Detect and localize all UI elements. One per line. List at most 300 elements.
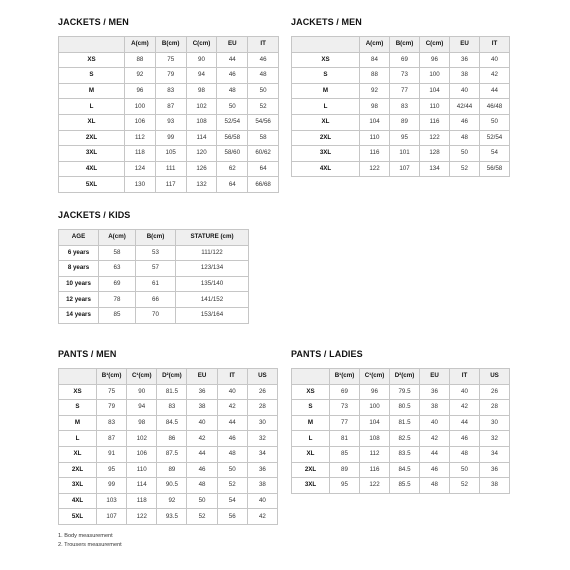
row-label: S	[292, 68, 360, 84]
table-row	[59, 161, 279, 177]
table-cell: 99	[155, 130, 186, 146]
row-label: L	[292, 431, 330, 447]
table-cell: 114	[186, 130, 217, 146]
table-cell: 103	[97, 493, 127, 509]
table-row	[292, 83, 510, 99]
table-cell: 90.5	[157, 478, 187, 494]
table-cell: 52/54	[217, 114, 248, 130]
table-cell: 58	[99, 245, 136, 261]
table-cell: 116	[360, 146, 390, 162]
table-row	[292, 431, 510, 447]
table-cell: 135/140	[176, 276, 249, 292]
table-cell: 46	[187, 462, 217, 478]
size-table	[58, 36, 279, 193]
table-cell: 89	[390, 114, 420, 130]
table-cell: 83	[390, 99, 420, 115]
header-row	[292, 37, 510, 53]
column-header: IT	[480, 37, 510, 53]
table-cell: 83	[155, 83, 186, 99]
table-row	[292, 161, 510, 177]
row-label: M	[59, 415, 97, 431]
table-cell: 36	[450, 52, 480, 68]
table-row	[292, 114, 510, 130]
table-cell: 89	[157, 462, 187, 478]
table-row	[59, 384, 278, 400]
row-label: L	[292, 99, 360, 115]
table-cell: 122	[420, 130, 450, 146]
header-row	[59, 369, 278, 385]
section-jackets-men-right	[291, 17, 510, 177]
table-cell: 96	[125, 83, 156, 99]
table-cell: 82.5	[390, 431, 420, 447]
table-cell: 128	[420, 146, 450, 162]
column-header: EU	[217, 37, 248, 53]
column-header: AGE	[59, 230, 99, 246]
table-cell: 107	[97, 509, 127, 525]
table-cell: 96	[360, 384, 390, 400]
column-header	[292, 369, 330, 385]
row-label: 12 years	[59, 292, 99, 308]
table-cell: 48	[450, 130, 480, 146]
table-row	[59, 415, 278, 431]
table-cell: 38	[480, 478, 510, 494]
table-cell: 81.5	[157, 384, 187, 400]
table-cell: 80.5	[390, 400, 420, 416]
table-cell: 108	[186, 114, 217, 130]
table-cell: 48	[187, 478, 217, 494]
column-header: A(cm)	[99, 230, 136, 246]
section-title: PANTS / LADIES	[291, 349, 363, 359]
table-cell: 26	[480, 384, 510, 400]
column-header: B(cm)	[155, 37, 186, 53]
table-cell: 66	[136, 292, 176, 308]
table-cell: 87.5	[157, 446, 187, 462]
table-cell: 56/58	[480, 161, 510, 177]
table-cell: 93.5	[157, 509, 187, 525]
table-row	[59, 431, 278, 447]
table-cell: 83.5	[390, 446, 420, 462]
table-cell: 70	[136, 307, 176, 323]
table-cell: 101	[390, 146, 420, 162]
section-pants-men	[58, 349, 278, 525]
table-cell: 77	[330, 415, 360, 431]
table-cell: 98	[186, 83, 217, 99]
column-header: D²(cm)	[390, 369, 420, 385]
column-header: IT	[217, 369, 247, 385]
table-cell: 126	[186, 161, 217, 177]
row-label: XS	[292, 384, 330, 400]
table-cell: 73	[390, 68, 420, 84]
table-cell: 52/54	[480, 130, 510, 146]
table-cell: 46	[217, 431, 247, 447]
table-cell: 79	[97, 400, 127, 416]
table-cell: 46	[420, 462, 450, 478]
section-title: PANTS / MEN	[58, 349, 117, 359]
table-cell: 48	[217, 83, 248, 99]
table-cell: 54	[217, 493, 247, 509]
table-cell: 112	[125, 130, 156, 146]
table-cell: 87	[155, 99, 186, 115]
table-cell: 90	[127, 384, 157, 400]
table-row	[292, 52, 510, 68]
column-header: EU	[450, 37, 480, 53]
section-pants-ladies	[291, 349, 510, 494]
table-cell: 58/60	[217, 146, 248, 162]
table-cell: 44	[450, 415, 480, 431]
row-label: L	[59, 99, 125, 115]
table-row	[292, 446, 510, 462]
column-header: A(cm)	[125, 37, 156, 53]
table-cell: 34	[247, 446, 277, 462]
table-cell: 44	[217, 415, 247, 431]
row-label: 8 years	[59, 261, 99, 277]
row-label: S	[59, 68, 125, 84]
table-cell: 46	[248, 52, 279, 68]
table-cell: 40	[480, 52, 510, 68]
table-cell: 116	[360, 462, 390, 478]
column-header: D²(cm)	[157, 369, 187, 385]
table-cell: 40	[247, 493, 277, 509]
table-row	[292, 415, 510, 431]
size-table	[58, 368, 278, 525]
table-cell: 84	[360, 52, 390, 68]
table-cell: 69	[99, 276, 136, 292]
table-cell: 46	[450, 114, 480, 130]
table-cell: 57	[136, 261, 176, 277]
row-label: S	[59, 400, 97, 416]
column-header: EU	[187, 369, 217, 385]
table-cell: 42	[247, 509, 277, 525]
column-header: B(cm)	[390, 37, 420, 53]
table-cell: 84.5	[157, 415, 187, 431]
table-cell: 36	[247, 462, 277, 478]
table-cell: 83	[97, 415, 127, 431]
table-cell: 110	[360, 130, 390, 146]
footnote-trousers-measurement: 2. Trousers measurement	[58, 541, 122, 548]
row-label: 5XL	[59, 177, 125, 193]
table-cell: 64	[248, 161, 279, 177]
table-cell: 92	[360, 83, 390, 99]
column-header	[59, 37, 125, 53]
table-cell: 100	[420, 68, 450, 84]
table-cell: 114	[127, 478, 157, 494]
table-cell: 89	[330, 462, 360, 478]
table-cell: 106	[127, 446, 157, 462]
table-row	[59, 99, 279, 115]
table-cell: 36	[420, 384, 450, 400]
table-cell: 63	[99, 261, 136, 277]
table-row	[59, 462, 278, 478]
table-cell: 100	[360, 400, 390, 416]
table-cell: 102	[186, 99, 217, 115]
table-cell: 85.5	[390, 478, 420, 494]
table-cell: 95	[97, 462, 127, 478]
table-row	[59, 493, 278, 509]
table-cell: 53	[136, 245, 176, 261]
header-row	[59, 37, 279, 53]
section-title: JACKETS / KIDS	[58, 210, 131, 220]
column-header: US	[247, 369, 277, 385]
table-cell: 85	[99, 307, 136, 323]
table-cell: 118	[125, 146, 156, 162]
table-cell: 34	[480, 446, 510, 462]
table-cell: 48	[420, 478, 450, 494]
column-header: US	[480, 369, 510, 385]
table-row	[59, 83, 279, 99]
table-cell: 40	[187, 415, 217, 431]
table-row	[59, 276, 249, 292]
table-cell: 50	[480, 114, 510, 130]
row-label: 5XL	[59, 509, 97, 525]
row-label: 2XL	[59, 462, 97, 478]
table-cell: 134	[420, 161, 450, 177]
column-header: B¹(cm)	[330, 369, 360, 385]
table-cell: 50	[187, 493, 217, 509]
row-label: S	[292, 400, 330, 416]
row-label: XL	[59, 446, 97, 462]
table-cell: 105	[155, 146, 186, 162]
section-title: JACKETS / MEN	[58, 17, 129, 27]
table-cell: 104	[420, 83, 450, 99]
table-cell: 96	[420, 52, 450, 68]
table-cell: 56	[217, 509, 247, 525]
size-table	[291, 368, 510, 494]
table-cell: 36	[187, 384, 217, 400]
table-cell: 122	[127, 509, 157, 525]
table-cell: 107	[390, 161, 420, 177]
table-cell: 40	[217, 384, 247, 400]
table-row	[59, 245, 249, 261]
row-label: M	[292, 415, 330, 431]
table-row	[59, 509, 278, 525]
table-row	[59, 114, 279, 130]
table-cell: 56/58	[217, 130, 248, 146]
column-header: B¹(cm)	[97, 369, 127, 385]
table-row	[292, 68, 510, 84]
table-cell: 100	[125, 99, 156, 115]
table-cell: 122	[360, 478, 390, 494]
row-label: 4XL	[59, 161, 125, 177]
table-cell: 50	[450, 462, 480, 478]
table-cell: 111/122	[176, 245, 249, 261]
row-label: 14 years	[59, 307, 99, 323]
table-cell: 26	[247, 384, 277, 400]
table-cell: 38	[247, 478, 277, 494]
row-label: XL	[292, 446, 330, 462]
row-label: 3XL	[292, 478, 330, 494]
table-cell: 116	[420, 114, 450, 130]
column-header: IT	[450, 369, 480, 385]
table-cell: 132	[186, 177, 217, 193]
column-header: A(cm)	[360, 37, 390, 53]
table-cell: 40	[420, 415, 450, 431]
table-cell: 64	[217, 177, 248, 193]
table-row	[59, 261, 249, 277]
table-cell: 44	[187, 446, 217, 462]
table-cell: 52	[450, 161, 480, 177]
row-label: XL	[59, 114, 125, 130]
table-cell: 50	[217, 99, 248, 115]
table-cell: 46	[450, 431, 480, 447]
section-title: JACKETS / MEN	[291, 17, 362, 27]
table-cell: 30	[247, 415, 277, 431]
table-cell: 102	[127, 431, 157, 447]
footnote-body-measurement: 1. Body measurement	[58, 533, 113, 539]
table-cell: 90	[186, 52, 217, 68]
table-cell: 93	[155, 114, 186, 130]
row-label: 2XL	[292, 130, 360, 146]
table-cell: 123/134	[176, 261, 249, 277]
table-cell: 48	[217, 446, 247, 462]
table-cell: 38	[450, 68, 480, 84]
table-cell: 28	[480, 400, 510, 416]
size-table	[291, 36, 510, 177]
table-cell: 58	[248, 130, 279, 146]
table-cell: 44	[480, 83, 510, 99]
table-cell: 52	[217, 478, 247, 494]
table-cell: 42	[420, 431, 450, 447]
table-cell: 112	[360, 446, 390, 462]
table-cell: 50	[217, 462, 247, 478]
table-cell: 69	[390, 52, 420, 68]
table-cell: 32	[247, 431, 277, 447]
table-cell: 42	[187, 431, 217, 447]
table-cell: 108	[360, 431, 390, 447]
table-cell: 92	[157, 493, 187, 509]
column-header: EU	[420, 369, 450, 385]
table-cell: 50	[450, 146, 480, 162]
table-cell: 46	[217, 68, 248, 84]
table-cell: 48	[450, 446, 480, 462]
table-cell: 110	[127, 462, 157, 478]
table-cell: 124	[125, 161, 156, 177]
table-row	[59, 292, 249, 308]
table-cell: 104	[360, 114, 390, 130]
table-cell: 77	[390, 83, 420, 99]
row-label: 2XL	[292, 462, 330, 478]
column-header: B(cm)	[136, 230, 176, 246]
table-cell: 36	[480, 462, 510, 478]
table-cell: 83	[157, 400, 187, 416]
table-cell: 46/48	[480, 99, 510, 115]
column-header: STATURE (cm)	[176, 230, 249, 246]
section-jackets-men-left	[58, 17, 279, 193]
table-row	[59, 177, 279, 193]
table-cell: 92	[125, 68, 156, 84]
row-label: 4XL	[59, 493, 97, 509]
table-cell: 42	[217, 400, 247, 416]
table-cell: 38	[420, 400, 450, 416]
table-row	[59, 52, 279, 68]
table-cell: 28	[247, 400, 277, 416]
table-cell: 118	[127, 493, 157, 509]
header-row	[59, 230, 249, 246]
footnotes	[58, 532, 122, 549]
row-label: 3XL	[59, 478, 97, 494]
column-header: C(cm)	[186, 37, 217, 53]
table-row	[292, 400, 510, 416]
table-row	[292, 384, 510, 400]
table-cell: 52	[187, 509, 217, 525]
table-cell: 88	[360, 68, 390, 84]
table-cell: 141/152	[176, 292, 249, 308]
table-cell: 75	[97, 384, 127, 400]
row-label: M	[292, 83, 360, 99]
table-cell: 94	[127, 400, 157, 416]
table-cell: 110	[420, 99, 450, 115]
row-label: M	[59, 83, 125, 99]
section-jackets-kids	[58, 210, 249, 324]
table-row	[59, 68, 279, 84]
table-cell: 54/56	[248, 114, 279, 130]
table-row	[59, 146, 279, 162]
table-cell: 42	[450, 400, 480, 416]
table-cell: 84.5	[390, 462, 420, 478]
table-cell: 40	[450, 83, 480, 99]
table-cell: 30	[480, 415, 510, 431]
row-label: 4XL	[292, 161, 360, 177]
table-cell: 98	[127, 415, 157, 431]
table-cell: 78	[99, 292, 136, 308]
table-cell: 42/44	[450, 99, 480, 115]
table-cell: 122	[360, 161, 390, 177]
table-cell: 75	[155, 52, 186, 68]
table-cell: 38	[187, 400, 217, 416]
table-row	[59, 478, 278, 494]
row-label: XS	[292, 52, 360, 68]
table-cell: 66/68	[248, 177, 279, 193]
table-row	[59, 446, 278, 462]
table-row	[292, 99, 510, 115]
table-row	[292, 462, 510, 478]
table-cell: 86	[157, 431, 187, 447]
column-header: C¹(cm)	[127, 369, 157, 385]
table-cell: 94	[186, 68, 217, 84]
table-row	[292, 478, 510, 494]
table-cell: 88	[125, 52, 156, 68]
row-label: XL	[292, 114, 360, 130]
table-cell: 95	[330, 478, 360, 494]
table-cell: 120	[186, 146, 217, 162]
table-cell: 52	[450, 478, 480, 494]
row-label: 3XL	[59, 146, 125, 162]
table-cell: 111	[155, 161, 186, 177]
table-cell: 104	[360, 415, 390, 431]
table-cell: 62	[217, 161, 248, 177]
table-row	[59, 130, 279, 146]
table-cell: 32	[480, 431, 510, 447]
table-cell: 52	[248, 99, 279, 115]
table-cell: 81.5	[390, 415, 420, 431]
table-cell: 87	[97, 431, 127, 447]
table-row	[59, 307, 249, 323]
header-row	[292, 369, 510, 385]
column-header: C(cm)	[420, 37, 450, 53]
table-cell: 61	[136, 276, 176, 292]
table-cell: 54	[480, 146, 510, 162]
table-cell: 153/164	[176, 307, 249, 323]
table-cell: 130	[125, 177, 156, 193]
row-label: XS	[59, 52, 125, 68]
row-label: L	[59, 431, 97, 447]
table-cell: 79	[155, 68, 186, 84]
row-label: 3XL	[292, 146, 360, 162]
table-cell: 50	[248, 83, 279, 99]
table-cell: 98	[360, 99, 390, 115]
table-cell: 73	[330, 400, 360, 416]
table-cell: 44	[217, 52, 248, 68]
table-cell: 69	[330, 384, 360, 400]
